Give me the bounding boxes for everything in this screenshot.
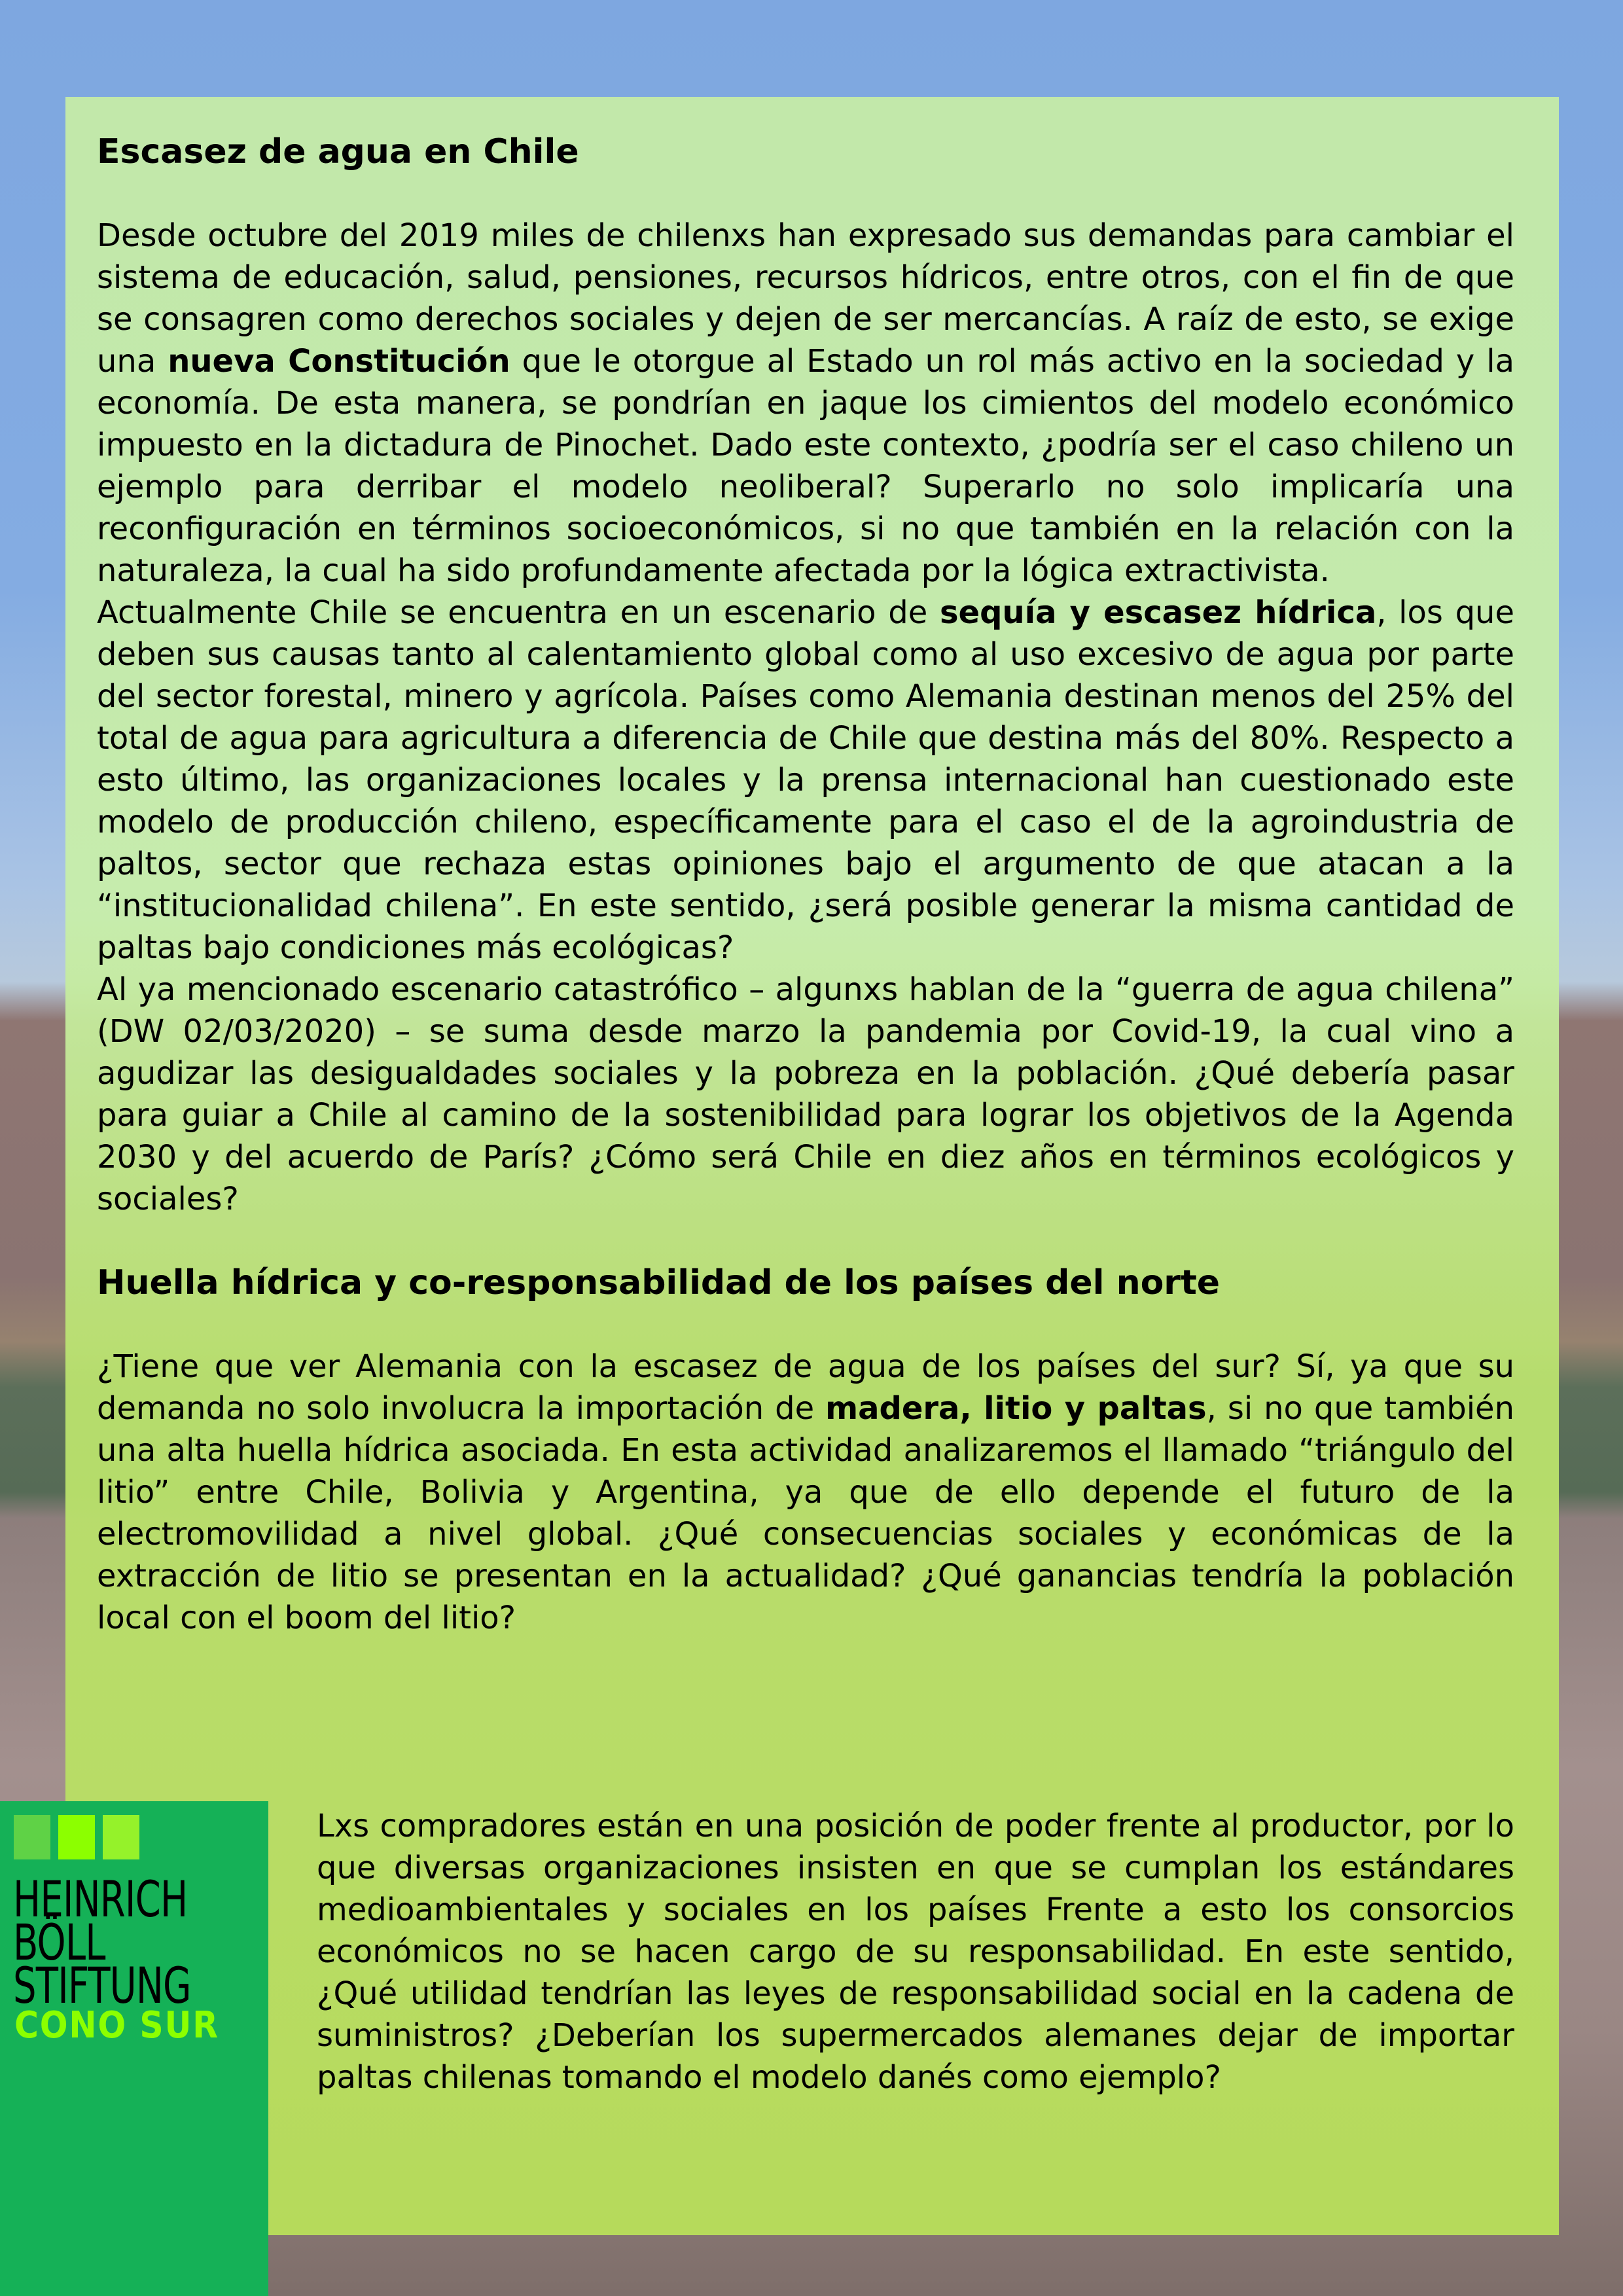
logo-line-3: STIFTUNG [13,1956,191,2015]
paragraph [97,592,1514,969]
section-title-huella: Huella hídrica y co-responsabilidad de los países del norte [97,1263,1221,1302]
paragraph [97,969,1514,1220]
text-run: Lxs compradores están en una posición de poder frente al productor, por lo que diversas organizaciones insisten en que se cumplan los estándares medioambientales y sociales en los países Frente a esto los consorcios económicos no se hacen cargo de su responsabilidad. En este sentido, ¿Qué utilidad tendrían las leyes de responsabilidad social en la cadena de suministros? ¿Deberían los supermercados alemanes dejar de importar paltas chilenas tomando el modelo danés como ejemplo? [317,1808,1514,2096]
emphasis-text: sequía y escasez hídrica [939,594,1377,631]
logo-bar [14,1815,50,1859]
text-run: , los que deben sus causas tanto al calentamiento global como al uso excesivo de agua por parte del sector forestal, minero y agrícola. Países como Alemania destinan menos del 25% del total de agua para agricultura a diferencia de Chile que destina más del 80%. Respecto a esto último, las organizaciones locales y la prensa internacional han cuestionado este modelo de producción chileno, específicamente para el caso el de la agroindustria de paltos, sector que rechaza estas opiniones bajo el argumento de que atacan a la “institucionalidad chilena”. En este sentido, ¿será posible generar la misma cantidad de paltas bajo condiciones más ecológicas? [97,594,1515,966]
text-run: Actualmente Chile se encuentra en un escenario de [97,594,940,631]
section-title-escasez: Escasez de agua en Chile [97,132,579,171]
logo-subtitle: CONO SUR [14,2004,219,2047]
lower-content [317,1805,1514,2098]
logo-bars-icon [14,1815,139,1859]
emphasis-text: nueva Constitución [168,343,510,380]
heinrich-boell-logo [0,1801,268,2296]
text-run: Desde octubre del 2019 miles de chilenxs han expresado sus demandas para cambiar el sistema de educación, salud, pensiones, recursos hídricos, entre otros, con el fin de que se consagren como derechos sociales y dejen de ser mercancías. A raíz de esto, se exige una [97,217,1514,380]
text-run: , si no que también una alta huella hídrica asociada. En esta actividad analizaremos el llamado “triángulo del litio” entre Chile, Bolivia y Argentina, ya que de ello depende el futuro de la electromovilidad a nivel global. ¿Qué consecuencias sociales y económicas de la extracción de litio se presentan en la actualidad? ¿Qué ganancias tendría la población local con el boom del litio? [97,1390,1515,1636]
main-content [97,131,1514,1639]
paragraph [97,215,1514,592]
emphasis-text: madera, litio y paltas [825,1390,1207,1427]
paragraph [317,1805,1514,2098]
text-run: que le otorgue al Estado un rol más activo en la sociedad y la economía. De esta manera, se pondrían en jaque los cimientos del modelo económico impuesto en la dictadura de Pinochet. Dado este contexto, ¿podría ser el caso chileno un ejemplo para derribar el modelo neoliberal? Superarlo no solo implicaría una reconfiguración en términos socioeconómicos, si no que también en la relación con la naturaleza, la cual ha sido profundamente afectada por la lógica extractivista. [97,343,1515,589]
text-run: ¿Tiene que ver Alemania con la escasez de agua de los países del sur? Sí, ya que su demanda no solo involucra la importación de [97,1348,1514,1427]
paragraph [97,1346,1514,1639]
logo-line-2: BÖLL [13,1913,105,1971]
text-run: Al ya mencionado escenario catastrófico – algunxs hablan de la “guerra de agua chilena” (DW 02/03/2020) – se suma desde marzo la pandemia por Covid-19, la cual vino a agudizar las desigualdades sociales y la pobreza en la población. ¿Qué debería pasar para guiar a Chile al camino de la sostenibilidad para lograr los objetivos de la Agenda 2030 y del acuerdo de París? ¿Cómo será Chile en diez años en términos ecológicos y sociales? [97,971,1514,1217]
logo-line-1: HEINRICH [13,1870,188,1928]
logo-bar [103,1815,139,1859]
logo-bar [58,1815,95,1859]
